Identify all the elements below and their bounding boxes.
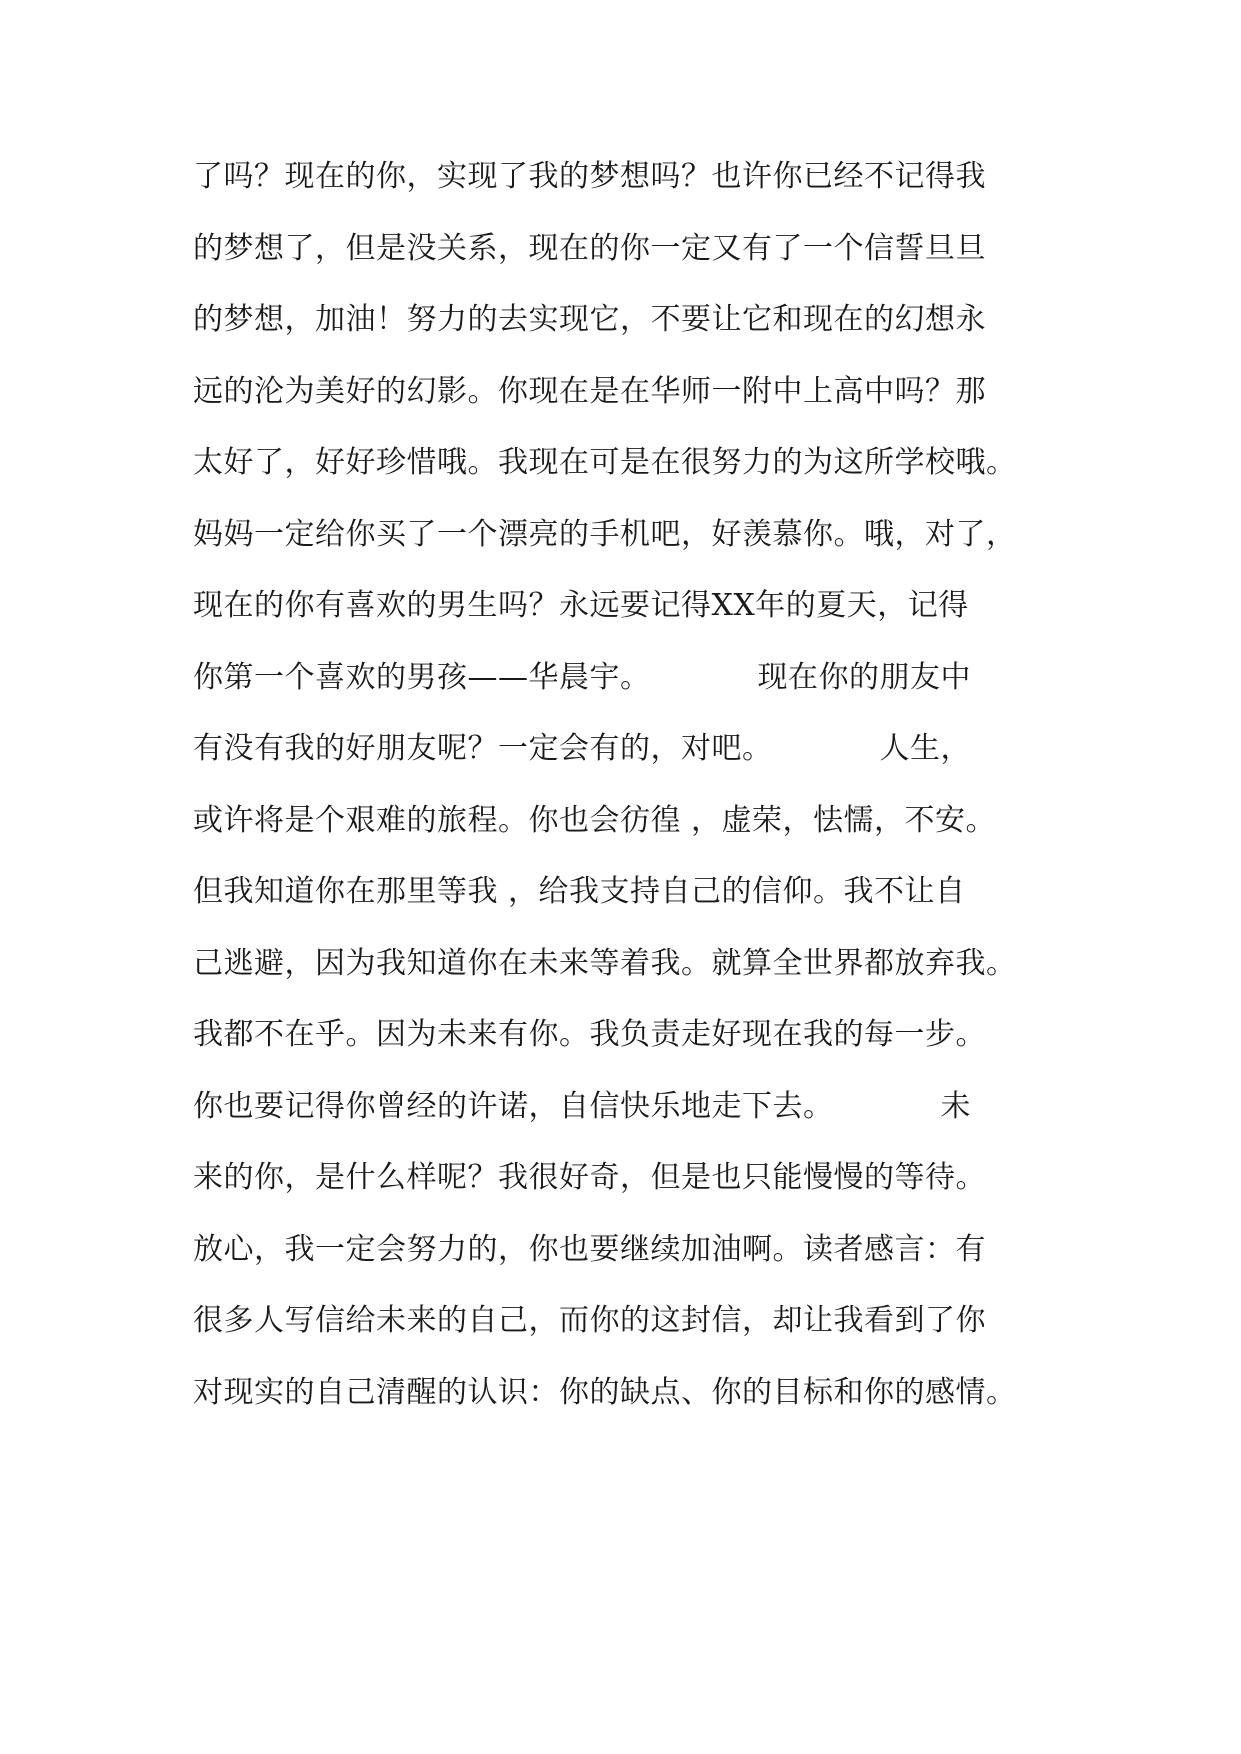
text-line: 对现实的自己清醒的认识：你的缺点、你的目标和你的感情。: [193, 1374, 1017, 1410]
text-line: 有没有我的好朋友呢？一定会有的，对吧。 人生，: [193, 731, 971, 766]
text-line: 了吗？现在的你，实现了我的梦想吗？也许你已经不记得我: [193, 159, 986, 194]
text-line: 或许将是个艰难的旅程。你也会彷徨 ，虚荣，怯懦，不安。: [193, 802, 997, 838]
text-line: 太好了，好好珍惜哦。我现在可是在很努力的为这所学校哦。: [193, 445, 1017, 480]
text-line: 妈妈一定给你买了一个漂亮的手机吧，好羡慕你。哦，对了，: [193, 516, 1017, 552]
text-line: 来的你，是什么样呢？我很好奇，但是也只能慢慢的等待。: [193, 1160, 986, 1195]
text-line: 远的沦为美好的幻影。你现在是在华师一附中上高中吗？那: [193, 373, 986, 409]
text-line: 的梦想了，但是没关系，现在的你一定又有了一个信誓旦旦: [193, 230, 986, 266]
letter-body: [193, 159, 1093, 1449]
text-line: 己逃避，因为我知道你在未来等着我。就算全世界都放弃我。: [193, 945, 1017, 981]
text-line: 我都不在乎。因为未来有你。我负责走好现在我的每一步。: [193, 1017, 986, 1052]
text-line: 放心，我一定会努力的，你也要继续加油啊。读者感言：有: [193, 1231, 986, 1267]
text-line: 但我知道你在那里等我 ，给我支持自己的信仰。我不让自: [193, 874, 966, 909]
text-line: 很多人写信给未来的自己，而你的这封信，却让我看到了你: [193, 1303, 986, 1338]
text-line: 你也要记得你曾经的许诺，自信快乐地走下去。 未: [193, 1088, 971, 1124]
text-line: 的梦想，加油！努力的去实现它，不要让它和现在的幻想永: [193, 302, 986, 337]
text-line: 你第一个喜欢的男孩——华晨宇。 现在你的朋友中: [193, 659, 971, 695]
text-line: 现在的你有喜欢的男生吗？永远要记得XX年的夏天，记得: [193, 588, 969, 623]
